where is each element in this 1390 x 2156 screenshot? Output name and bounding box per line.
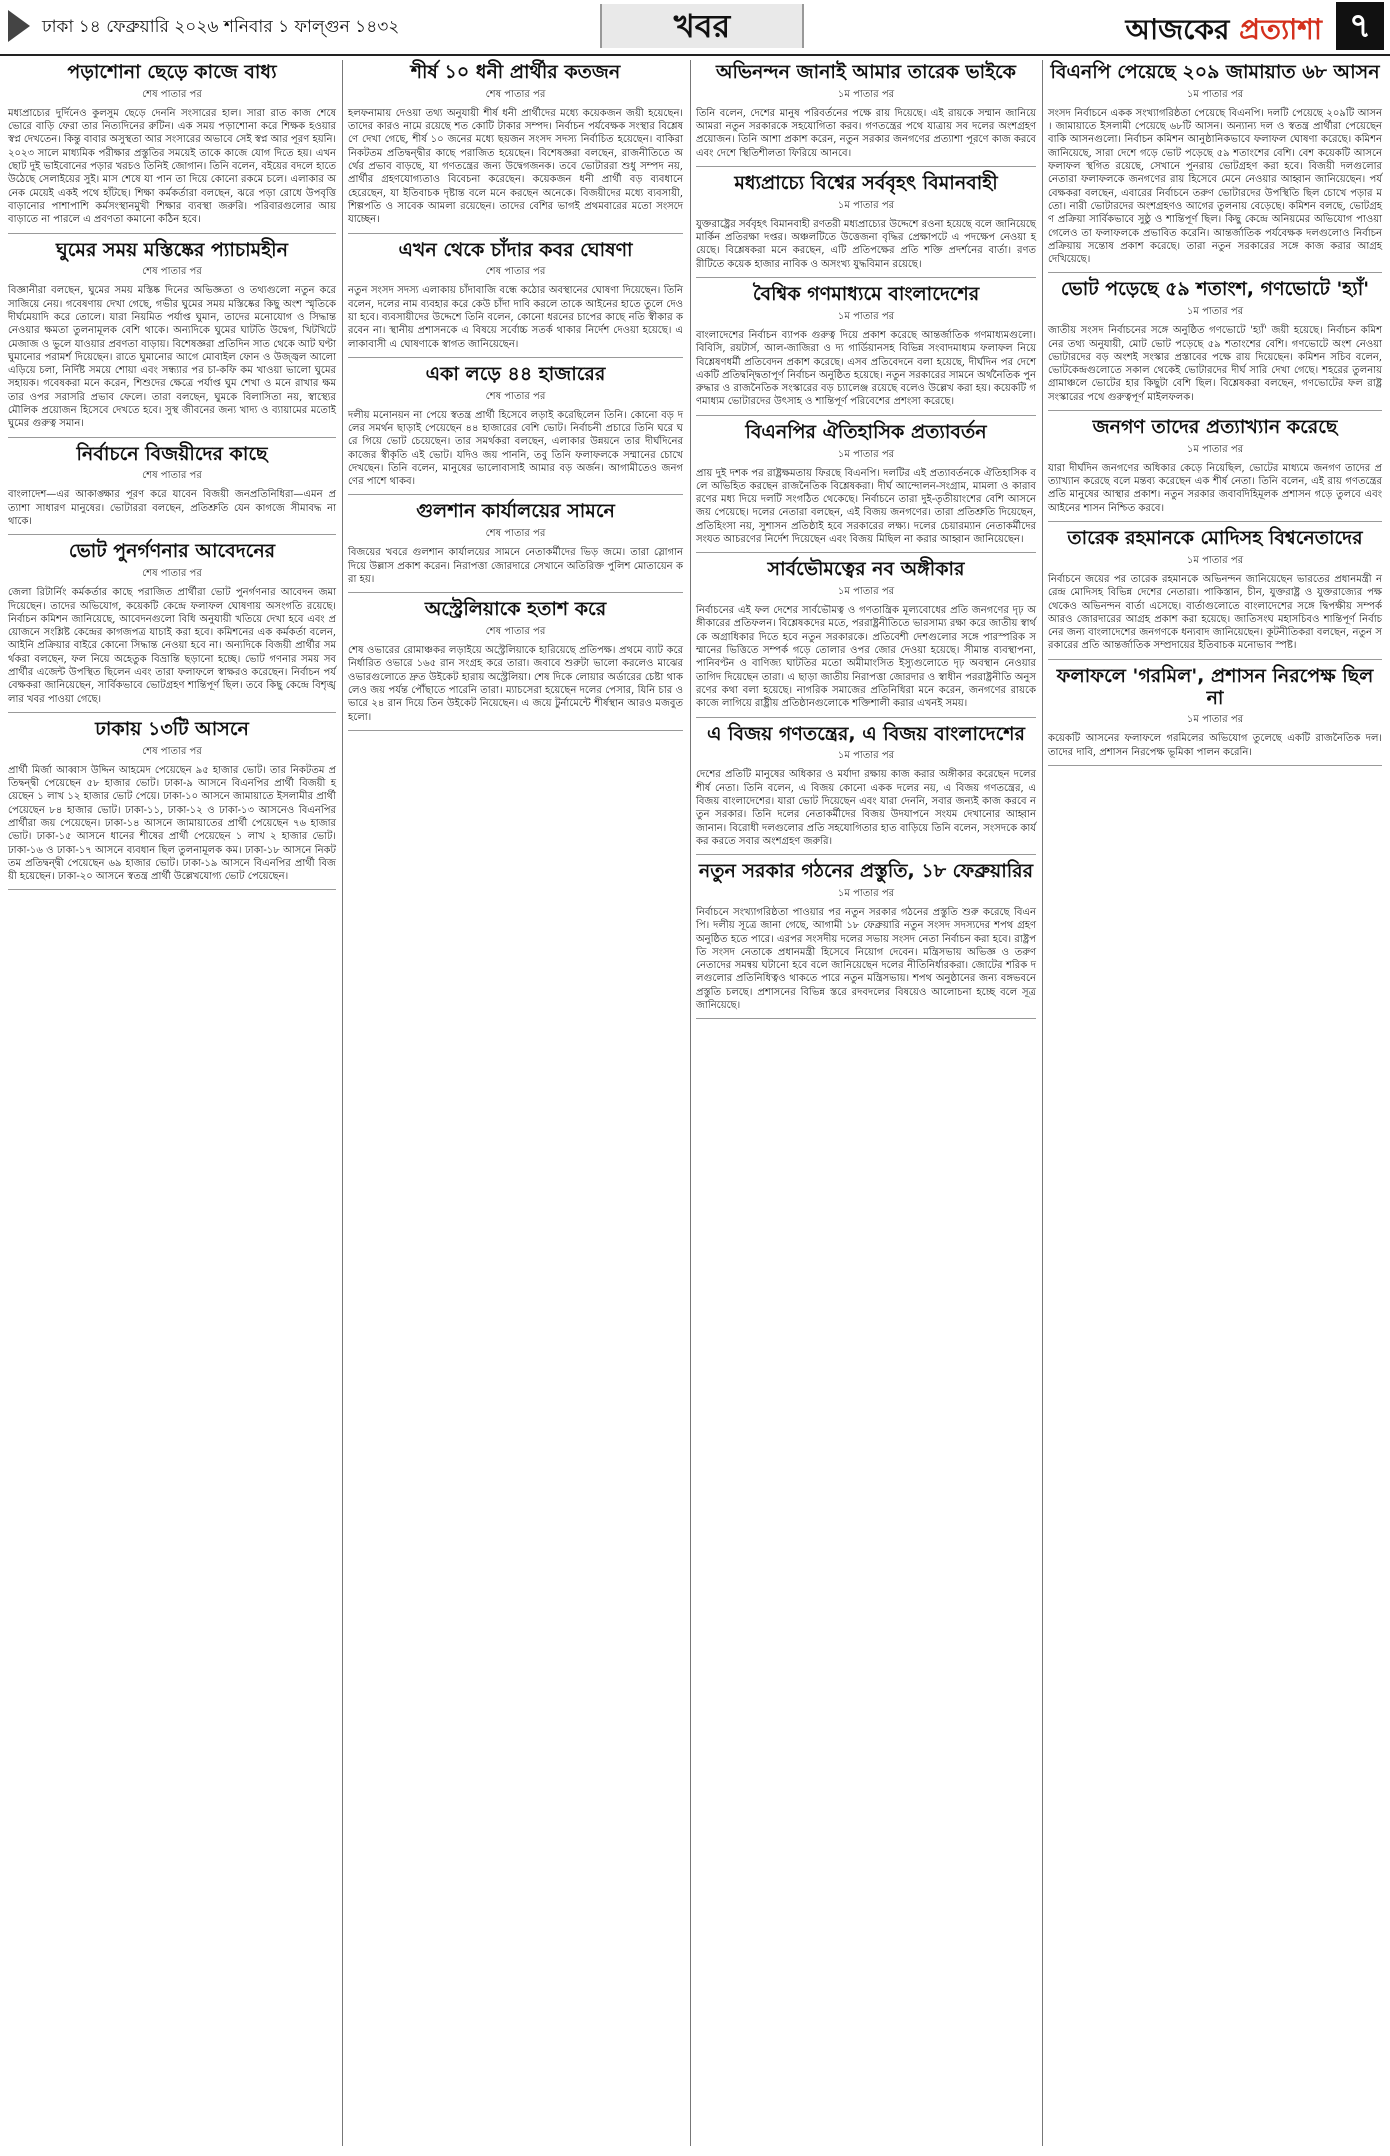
column-divider: [1042, 60, 1043, 2146]
newspaper-brand: [1125, 8, 1322, 55]
story-body: দেশের প্রতিটি মানুষের অধিকার ও মর্যাদা রক্ষায় কাজ করার অঙ্গীকার করেছেন দলের শীর্ষ নেতা। তিনি বলেন, এ বিজয় কোনো একক দলের নয়, এ বিজয় গণতন্ত্রের, এ বিজয় বাংলাদেশের। যারা ভোট দিয়েছেন এবং যারা দেননি, সবার জন্যই কাজ করবে নতুন সরকার। তিনি দলের নেতাকর্মীদের বিজয় উদযাপনে সংযম দেখানোর আহ্বান জানান। বিরোধী দলগুলোর প্রতি সহযোগিতার হাত বাড়িয়ে তিনি বলেন, সংসদকে কার্যকর করতে সবার অংশগ্রহণ জরুরি।: [696, 769, 1040, 847]
story-headline: ভোট পুনর্গণনার আবেদনের: [68, 540, 276, 563]
story-kicker: শেষ পাতার পর: [142, 745, 202, 757]
story-body: যারা দীর্ঘদিন জনগণের অধিকার কেড়ে নিয়েছিল, ভোটের মাধ্যমে জনগণ তাদের প্রত্যাখ্যান করেছে বলে মন্তব্য করেছেন এক শীর্ষ নেতা। তিনি বলেন, এই রায় গণতন্ত্রের প্রতি মানুষের আস্থার প্রকাশ। নতুন সরকার জবাবদিহিমূলক প্রশাসন গড়ে তুলবে এবং আইনের শাসন নিশ্চিত করবে।: [1048, 462, 1386, 514]
story-body: জেলা রিটার্নিং কর্মকর্তার কাছে পরাজিত প্রার্থীরা ভোট পুনর্গণনার আবেদন জমা দিয়েছেন। তাদের অভিযোগ, কয়েকটি কেন্দ্রে ফলাফল ঘোষণায় অসংগতি রয়েছে। নির্বাচন কমিশন জানিয়েছে, আবেদনগুলো বিধি অনুযায়ী খতিয়ে দেখা হবে এবং প্রয়োজনে সংশ্লিষ্ট কেন্দ্রের কাগজপত্র যাচাই করা হবে। কমিশনের এক কর্মকর্তা বলেন, আইনি প্রক্রিয়ার বাইরে কোনো সিদ্ধান্ত নেওয়া হবে না। অন্যদিকে বিজয়ী প্রার্থীর সমর্থকরা বলছেন, ফল নিয়ে অহেতুক বিভ্রান্তি ছড়ানো হচ্ছে। ভোট গণনার সময় সব প্রার্থীর এজেন্ট উপস্থিত ছিলেন এবং তারা ফলাফলে স্বাক্ষরও করেছেন। নির্বাচন পর্যবেক্ষকরা জানিয়েছেন, সার্বিকভাবে ভোটগ্রহণ শান্তিপূর্ণ ছিল। তবে কিছু কেন্দ্রে বিশৃঙ্খলার খবর পাওয়া গেছে।: [8, 587, 340, 705]
story-body: দলীয় মনোনয়ন না পেয়ে স্বতন্ত্র প্রার্থী হিসেবে লড়াই করেছিলেন তিনি। কোনো বড় দলের সমর্থন ছাড়াই পেয়েছেন ৪৪ হাজারের বেশি ভোট। নির্বাচনী প্রচারে তিনি ঘরে ঘরে গিয়ে ভোট চেয়েছেন। তার সমর্থকরা বলছেন, এলাকার উন্নয়নে তার দীর্ঘদিনের কাজের স্বীকৃতি এই ভোট। যদিও জয় পাননি, তবু তিনি ফলাফলকে সম্মানের চোখে দেখছেন। তিনি বলেন, মানুষের ভালোবাসাই আমার বড় অর্জন। আগামীতেও জনগণের পাশে থাকব।: [348, 409, 687, 488]
story-headline: ঢাকায় ১৩টি আসনে: [95, 717, 249, 740]
story-body: বাংলাদেশ—এর আকাঙ্ক্ষার পূরণ করে যাবেন বিজয়ী জনপ্রতিনিধিরা—এমন প্রত্যাশা সাধারণ মানুষের। ভোটাররা বলছেন, প্রতিশ্রুতি যেন কাগজে সীমাবদ্ধ না থাকে।: [8, 489, 340, 528]
page-header: [0, 0, 1390, 56]
column-divider: [342, 60, 343, 2146]
story: [1048, 527, 1386, 660]
story-body: প্রায় দুই দশক পর রাষ্ট্রক্ষমতায় ফিরছে বিএনপি। দলটির এই প্রত্যাবর্তনকে ঐতিহাসিক বলে অভিহিত করছেন রাজনৈতিক বিশ্লেষকরা। দীর্ঘ আন্দোলন-সংগ্রাম, মামলা ও কারাবরণের মধ্য দিয়ে দলটি সংগঠিত থেকেছে। নির্বাচনে তারা দুই-তৃতীয়াংশের বেশি আসনে জয় পেয়েছে। দলের নেতারা বলছেন, এই বিজয় জনগণের। তারা প্রতিশ্রুতি দিয়েছেন, প্রতিহিংসা নয়, সুশাসন প্রতিষ্ঠাই হবে সরকারের লক্ষ্য। দলের চেয়ারম্যান নেতাকর্মীদের সংযত আচরণের নির্দেশ দিয়েছেন এবং বিজয় মিছিল না করার আহ্বান জানিয়েছেন।: [696, 467, 1040, 546]
story-headline: এ বিজয় গণতন্ত্রের, এ বিজয় বাংলাদেশের: [707, 722, 1025, 745]
story-kicker: ১ম পাতার পর: [837, 199, 895, 211]
story: [696, 172, 1040, 278]
story-kicker: শেষ পাতার পর: [142, 88, 202, 100]
story: [8, 717, 340, 891]
story: [696, 722, 1040, 856]
story-kicker: ১ম পাতার পর: [837, 448, 895, 460]
story-body: জাতীয় সংসদ নির্বাচনের সঙ্গে অনুষ্ঠিত গণভোটে 'হ্যাঁ' জয়ী হয়েছে। নির্বাচন কমিশনের তথ্য অনুযায়ী, মোট ভোট পড়েছে ৫৯ শতাংশের বেশি। গণভোটে অংশ নেওয়া ভোটারদের বড় অংশই সংস্কার প্রস্তাবের পক্ষে রায় দিয়েছেন। কমিশন সচিব বলেন, ভোটকেন্দ্রগুলোতে সকাল থেকেই ভোটারদের দীর্ঘ সারি দেখা গেছে। শহরের তুলনায় গ্রামাঞ্চলে ভোটের হার কিছুটা বেশি ছিল। বিশ্লেষকরা বলছেন, গণভোটের ফল রাষ্ট্র সংস্কারের পথে গুরুত্বপূর্ণ মাইলফলক।: [1048, 325, 1386, 403]
story: [1048, 664, 1386, 766]
story: [696, 558, 1040, 717]
story-kicker: ১ম পাতার পর: [837, 888, 895, 899]
story-headline: বিএনপির ঐতিহাসিক প্রত্যাবর্তন: [745, 420, 987, 443]
story-body: বিজয়ের খবরে গুলশান কার্যালয়ের সামনে নেতাকর্মীদের ভিড় জমে। তারা স্লোগান দিয়ে উল্লাস প্রকাশ করেন। নিরাপত্তা জোরদারে সেখানে অতিরিক্ত পুলিশ মোতায়েন করা হয়।: [348, 547, 687, 585]
story-headline: অস্ট্রেলিয়াকে হতাশ করে: [424, 598, 607, 621]
story-headline: জনগণ তাদের প্রত্যাখ্যান করেছে: [1092, 416, 1338, 439]
story: [8, 540, 340, 713]
story-body: বিজ্ঞানীরা বলছেন, ঘুমের সময় মস্তিষ্ক দিনের অভিজ্ঞতা ও তথ্যগুলো নতুন করে সাজিয়ে নেয়। গবেষণায় দেখা গেছে, গভীর ঘুমের সময় মস্তিষ্কের কিছু অংশ স্মৃতিকে দীর্ঘমেয়াদি করে তোলে। যারা নিয়মিত পর্যাপ্ত ঘুমান, তাদের মনোযোগ ও সিদ্ধান্ত নেওয়ার ক্ষমতা তুলনামূলক বেশি থাকে। অন্যদিকে ঘুমের ঘাটতি উদ্বেগ, খিটখিটে মেজাজ ও ভুলে যাওয়ার প্রবণতা বাড়ায়। বিশেষজ্ঞরা প্রতিদিন সাত থেকে আট ঘণ্টা ঘুমানোর পরামর্শ দিয়েছেন। রাতে ঘুমানোর আগে মোবাইল ফোন ও উজ্জ্বল আলো এড়িয়ে চলা, নির্দিষ্ট সময়ে শোয়া এবং সন্ধ্যার পর চা-কফি কম খাওয়া ভালো ঘুমের সহায়ক। গবেষকরা মনে করেন, শিশুদের ক্ষেত্রে পর্যাপ্ত ঘুম শেখা ও মনে রাখার ক্ষমতার ওপর সরাসরি প্রভাব ফেলে। তারা বলছেন, ঘুমকে বিলাসিতা নয়, স্বাস্থ্যের মৌলিক প্রয়োজন হিসেবে দেখতে হবে। সুস্থ জীবনের জন্য খাদ্য ও ব্যায়ামের মতোই ঘুমের গুরুত্ব সমান।: [8, 285, 340, 430]
story-kicker: শেষ পাতার পর: [485, 626, 546, 638]
story-body: মধ্যপ্রাচ্যের দুর্দিনেও কুলসুম ছেড়ে দেননি সংসারের হাল। সারা রাত কাজ শেষে ভোরে বাড়ি ফেরা তার নিত্যদিনের রুটিন। এক সময় পড়াশোনা করে শিক্ষক হওয়ার স্বপ্ন দেখতেন। কিন্তু বাবার অসুস্থতা আর সংসারের অভাবে সেই স্বপ্ন আর পূরণ হয়নি। ২০২৩ সালে মাধ্যমিক পরীক্ষার প্রস্তুতির সময়েই তাকে কাজে যোগ দিতে হয়। এখন ছোট দুই ভাইবোনের পড়ার খরচও তিনিই জোগান। তিনি বলেন, বইয়ের বদলে হাতে উঠেছে সেলাইয়ের সুই। মাস শেষে যা পান তা দিয়ে কোনো রকমে চলে। এলাকার অনেক মেয়েই একই পথে হাঁটছে। শিক্ষা কর্মকর্তারা বলছেন, ঝরে পড়া রোধে উপবৃত্তি বাড়ানোর পাশাপাশি কর্মসংস্থানমুখী শিক্ষার ব্যবস্থা জরুরি। পরিবারগুলোর আয় বাড়াতে না পারলে এ প্রবণতা কমানো কঠিন হবে।: [8, 107, 340, 226]
story: [1048, 61, 1386, 273]
page-number: ৭: [1336, 2, 1384, 50]
story: [348, 61, 687, 234]
story-body: নতুন সংসদ সদস্য এলাকায় চাঁদাবাজি বন্ধে কঠোর অবস্থানের ঘোষণা দিয়েছেন। তিনি বলেন, দলের নাম ব্যবহার করে কেউ চাঁদা দাবি করলে তাকে আইনের হাতে তুলে দেওয়া হবে। ব্যবসায়ীদের উদ্দেশে তিনি বলেন, কোনো ধরনের চাপের কাছে নতি স্বীকার করবেন না। স্থানীয় প্রশাসনকে এ বিষয়ে সর্বোচ্চ সতর্ক থাকার নির্দেশ দেওয়া হয়েছে। এলাকাবাসী এ ঘোষণাকে স্বাগত জানিয়েছেন।: [348, 285, 687, 350]
story-headline: ফলাফলে 'গরমিল', প্রশাসন নিরপেক্ষ ছিল না: [1056, 664, 1374, 709]
story-headline: গুলশান কার্যালয়ের সামনে: [416, 500, 615, 523]
column-3: [696, 60, 1040, 2146]
story: [8, 442, 340, 536]
story-kicker: ১ম পাতার পর: [1186, 88, 1244, 100]
story-headline: ভোট পড়েছে ৫৯ শতাংশ, গণভোটে 'হ্যাঁ': [1060, 278, 1370, 301]
story-body: সংসদ নির্বাচনে একক সংখ্যাগরিষ্ঠতা পেয়েছে বিএনপি। দলটি পেয়েছে ২০৯টি আসন। জামায়াতে ইসলামী পেয়েছে ৬৮টি আসন। অন্যান্য দল ও স্বতন্ত্র প্রার্থীরা পেয়েছেন বাকি আসনগুলো। নির্বাচন কমিশন আনুষ্ঠানিকভাবে ফলাফল ঘোষণা করেছে। কমিশন জানিয়েছে, সারা দেশে গড়ে ভোট পড়েছে ৫৯ শতাংশের বেশি। বেশ কয়েকটি আসনে ফলাফল স্থগিত রয়েছে, সেখানে পুনরায় ভোটগ্রহণ করা হবে। বিজয়ী দলগুলোর নেতারা ফলাফলকে জনগণের রায় হিসেবে মেনে নেওয়ার আহ্বান জানিয়েছেন। পর্যবেক্ষকরা বলছেন, এবারের নির্বাচনে তরুণ ভোটারদের উপস্থিতি ছিল চোখে পড়ার মতো। নারী ভোটারদের অংশগ্রহণও আগের তুলনায় বেড়েছে। কমিশন বলছে, ভোটগ্রহণ প্রক্রিয়া সার্বিকভাবে সুষ্ঠু ও শান্তিপূর্ণ ছিল। কিছু কেন্দ্রে অনিয়মের অভিযোগ পাওয়া গেলেও তা ফলাফলকে প্রভাবিত করেনি। আন্তর্জাতিক পর্যবেক্ষক দলগুলোও নির্বাচন প্রক্রিয়ায় সন্তোষ প্রকাশ করেছে। তারা নতুন সরকারের সঙ্গে কাজ করার আগ্রহ দেখিয়েছে।: [1048, 107, 1386, 266]
story-body: প্রার্থী মির্জা আব্বাস উদ্দিন আহমেদ পেয়েছেন ৯৫ হাজার ভোট। তার নিকটতম প্রতিদ্বন্দ্বী পেয়েছেন ৫৮ হাজার ভোট। ঢাকা-৯ আসনে বিএনপির প্রার্থী বিজয়ী হয়েছেন ১ লাখ ১২ হাজার ভোট পেয়ে। ঢাকা-১০ আসনে জামায়াতে ইসলামীর প্রার্থী পেয়েছেন ৮৪ হাজার ভোট। ঢাকা-১১, ঢাকা-১২ ও ঢাকা-১৩ আসনেও বিএনপির প্রার্থীরা জয় পেয়েছেন। ঢাকা-১৪ আসনে জামায়াতের প্রার্থী পেয়েছেন ৭৬ হাজার ভোট। ঢাকা-১৫ আসনে ধানের শীষের প্রার্থী পেয়েছেন ১ লাখ ২ হাজার ভোট। ঢাকা-১৬ ও ঢাকা-১৭ আসনে ব্যবধান ছিল তুলনামূলক কম। ঢাকা-১৮ আসনে নিকটতম প্রতিদ্বন্দ্বী পেয়েছেন ৬৯ হাজার ভোট। ঢাকা-১৯ আসনে বিএনপির প্রার্থী বিজয়ী হয়েছেন। ঢাকা-২০ আসনে স্বতন্ত্র প্রার্থী উল্লেখযোগ্য ভোট পেয়েছেন।: [8, 764, 340, 883]
brand-part1: আজকের: [1125, 13, 1240, 46]
story-kicker: ১ম পাতার পর: [837, 750, 895, 762]
page-marker-icon: [8, 10, 30, 42]
story: [348, 500, 687, 593]
story-headline: বৈশ্বিক গণমাধ্যমে বাংলাদেশের: [752, 283, 980, 306]
story-body: তিনি বলেন, দেশের মানুষ পরিবর্তনের পক্ষে রায় দিয়েছে। এই রায়কে সম্মান জানিয়ে আমরা নতুন সরকারকে সহযোগিতা করব। গণতন্ত্রের পথে যাত্রায় সব দলের অংশগ্রহণ প্রয়োজন। তিনি আশা প্রকাশ করেন, নতুন সরকার জনগণের প্রত্যাশা পূরণে কাজ করবে এবং দেশে স্থিতিশীলতা ফিরিয়ে আনবে।: [696, 107, 1040, 159]
story-kicker: শেষ পাতার পর: [142, 568, 202, 580]
column-2: [348, 60, 687, 2146]
story-kicker: ১ম পাতার পর: [1186, 554, 1244, 566]
story-body: নির্বাচনে সংখ্যাগরিষ্ঠতা পাওয়ার পর নতুন সরকার গঠনের প্রস্তুতি শুরু করেছে বিএনপি। দলীয় সূত্রে জানা গেছে, আগামী ১৮ ফেব্রুয়ারি নতুন সংসদ সদস্যদের শপথ গ্রহণ অনুষ্ঠিত হতে পারে। এরপর সংসদীয় দলের সভায় সংসদ নেতা নির্বাচন করা হবে। রাষ্ট্রপতি সংসদ নেতাকে প্রধানমন্ত্রী হিসেবে নিয়োগ দেবেন। মন্ত্রিসভায় অভিজ্ঞ ও তরুণ নেতাদের সমন্বয় ঘটানো হবে বলে জানিয়েছেন দলের নীতিনির্ধারকরা। জোটের শরিক দলগুলোর প্রতিনিধিত্বও থাকতে পারে নতুন মন্ত্রিসভায়। শপথ অনুষ্ঠানের জন্য বঙ্গভবনে প্রস্তুতি চলছে। প্রশাসনের বিভিন্ন স্তরে রদবদলের বিষয়েও আলোচনা হচ্ছে বলে সূত্র জানিয়েছে।: [696, 907, 1040, 1012]
column-1: [8, 60, 340, 2146]
column-4: [1048, 60, 1386, 2146]
column-divider: [690, 60, 691, 2146]
story-body: বাংলাদেশের নির্বাচন ব্যাপক গুরুত্ব দিয়ে প্রকাশ করেছে আন্তর্জাতিক গণমাধ্যমগুলো। বিবিসি, রয়টার্স, আল-জাজিরা ও দ্য গার্ডিয়ানসহ বিভিন্ন সংবাদমাধ্যম ফলাফল নিয়ে বিশ্লেষণধর্মী প্রতিবেদন প্রকাশ করেছে। এসব প্রতিবেদনে বলা হয়েছে, দীর্ঘদিন পর দেশে একটি প্রতিদ্বন্দ্বিতাপূর্ণ নির্বাচন অনুষ্ঠিত হয়েছে। নতুন সরকারের সামনে অর্থনৈতিক পুনরুদ্ধার ও রাজনৈতিক সংস্কারের বড় চ্যালেঞ্জ রয়েছে বলেও উল্লেখ করা হয়। কয়েকটি গণমাধ্যম ভোটারদের উৎসাহ ও শান্তিপূর্ণ পরিবেশের প্রশংসা করেছে।: [696, 329, 1040, 408]
story-headline: তারেক রহমানকে মোদিসহ বিশ্বনেতাদের: [1067, 527, 1363, 550]
story-headline: সার্বভৌমত্বের নব অঙ্গীকার: [767, 558, 965, 581]
story: [696, 420, 1040, 554]
story-headline: নতুন সরকার গঠনের প্রস্তুতি, ১৮ ফেব্রুয়ারির: [698, 860, 1034, 883]
story: [8, 238, 340, 438]
story-kicker: শেষ পাতার পর: [142, 266, 202, 278]
story-body: যুক্তরাষ্ট্রের সর্ববৃহৎ বিমানবাহী রণতরী মধ্যপ্রাচ্যের উদ্দেশে রওনা হয়েছে বলে জানিয়েছে মার্কিন প্রতিরক্ষা দপ্তর। অঞ্চলটিতে উত্তেজনা বৃদ্ধির প্রেক্ষাপটে এ পদক্ষেপ নেওয়া হয়েছে। বিশ্লেষকরা মনে করছেন, এটি প্রতিপক্ষের প্রতি শক্তি প্রদর্শনের বার্তা। রণতরীটিতে কয়েক হাজার নাবিক ও অসংখ্য যুদ্ধবিমান রয়েছে।: [696, 218, 1040, 270]
story: [1048, 416, 1386, 522]
story: [696, 61, 1040, 167]
story: [1048, 278, 1386, 411]
story-headline: পড়াশোনা ছেড়ে কাজে বাধ্য: [67, 61, 277, 83]
story-headline: বিএনপি পেয়েছে ২০৯ জামায়াত ৬৮ আসন: [1050, 61, 1380, 83]
story: [348, 362, 687, 496]
story: [8, 61, 340, 234]
story-kicker: ১ম পাতার পর: [1186, 306, 1244, 318]
story-body: নির্বাচনে জয়ের পর তারেক রহমানকে অভিনন্দন জানিয়েছেন ভারতের প্রধানমন্ত্রী নরেন্দ্র মোদিসহ বিভিন্ন দেশের নেতারা। পাকিস্তান, চীন, যুক্তরাষ্ট্র ও যুক্তরাজ্যের পক্ষ থেকেও অভিনন্দন বার্তা এসেছে। বার্তাগুলোতে বাংলাদেশের সঙ্গে দ্বিপক্ষীয় সম্পর্ক আরও জোরদারের আগ্রহ প্রকাশ করা হয়েছে। জাতিসংঘ মহাসচিবও শান্তিপূর্ণ নির্বাচনের জন্য বাংলাদেশের জনগণকে ধন্যবাদ জানিয়েছেন। কূটনীতিকরা বলছেন, নতুন সরকারের প্রতি আন্তর্জাতিক সম্প্রদায়ের ইতিবাচক মনোভাব স্পষ্ট।: [1048, 573, 1386, 652]
story-headline: ঘুমের সময় মস্তিষ্কের প্যাচামহীন: [56, 238, 288, 261]
story-body: নির্বাচনের এই ফল দেশের সার্বভৌমত্ব ও গণতান্ত্রিক মূল্যবোধের প্রতি জনগণের দৃঢ় অঙ্গীকারের প্রতিফলন। বিশ্লেষকদের মতে, পররাষ্ট্রনীতিতে ভারসাম্য রক্ষা করে জাতীয় স্বার্থকে অগ্রাধিকার দিতে হবে নতুন সরকারকে। প্রতিবেশী দেশগুলোর সঙ্গে পারস্পরিক সম্মানের ভিত্তিতে সম্পর্ক গড়ে তোলার ওপর জোর দেওয়া হয়েছে। সীমান্ত ব্যবস্থাপনা, পানিবণ্টন ও বাণিজ্য ঘাটতির মতো অমীমাংসিত ইস্যুগুলোতে দৃঢ় অবস্থান নেওয়ার তাগিদ দিয়েছেন তারা। এ ছাড়া জাতীয় নিরাপত্তা জোরদার ও স্বাধীন পররাষ্ট্রনীতি অনুসরণের কথা বলা হয়েছে। নাগরিক সমাজের প্রতিনিধিরা মনে করেন, জনগণের রায়কে কাজে লাগিয়ে রাষ্ট্রীয় প্রতিষ্ঠানগুলোকে শক্তিশালী করার এখনই সময়।: [696, 605, 1040, 710]
section-title: খবর: [600, 4, 804, 48]
story-kicker: শেষ পাতার পর: [485, 390, 546, 402]
story-headline: মধ্যপ্রাচ্যে বিশ্বের সর্ববৃহৎ বিমানবাহী: [734, 172, 998, 195]
story: [696, 860, 1040, 1019]
story-kicker: শেষ পাতার পর: [142, 470, 202, 482]
story-body: হলফনামায় দেওয়া তথ্য অনুযায়ী শীর্ষ ধনী প্রার্থীদের মধ্যে কয়েকজন জয়ী হয়েছেন। তাদের কারও নামে রয়েছে শত কোটি টাকার সম্পদ। নির্বাচন পর্যবেক্ষক সংস্থার বিশ্লেষণে দেখা গেছে, শীর্ষ ১০ জনের মধ্যে ছয়জন সংসদ সদস্য নির্বাচিত হয়েছেন। বাকিরা নিকটতম প্রতিদ্বন্দ্বীর কাছে পরাজিত হয়েছেন। বিশেষজ্ঞরা বলছেন, রাজনীতিতে অর্থের প্রভাব বাড়ছে, যা গণতন্ত্রের জন্য উদ্বেগজনক। তবে ভোটাররা শুধু সম্পদ নয়, প্রার্থীর গ্রহণযোগ্যতাও বিবেচনা করেছেন। কয়েকজন ধনী প্রার্থী বড় ব্যবধানে হেরেছেন, যা ইতিবাচক দৃষ্টান্ত বলে মনে করছেন অনেকে। বিজয়ীদের মধ্যে ব্যবসায়ী, শিল্পপতি ও সাবেক আমলা রয়েছেন। তাদের বেশির ভাগই প্রথমবারের মতো সংসদে যাচ্ছেন।: [348, 107, 687, 226]
brand-part2: প্রত্যাশা: [1239, 13, 1322, 46]
story-kicker: শেষ পাতার পর: [485, 266, 546, 278]
story-headline: এখন থেকে চাঁদার কবর ঘোষণা: [398, 238, 633, 261]
story-kicker: শেষ পাতার পর: [485, 88, 546, 100]
story-headline: একা লড়ে ৪৪ হাজারের: [425, 362, 606, 385]
story-kicker: ১ম পাতার পর: [1186, 443, 1244, 455]
story-kicker: ১ম পাতার পর: [1186, 714, 1244, 726]
date-line: ঢাকা ১৪ ফেব্রুয়ারি ২০২৬ শনিবার ১ ফাল্গুন ১৪৩২: [42, 17, 400, 37]
story-headline: নির্বাচনে বিজয়ীদের কাছে: [76, 442, 268, 465]
story-kicker: ১ম পাতার পর: [837, 586, 895, 598]
story-kicker: ১ম পাতার পর: [837, 310, 895, 322]
story-body: কয়েকটি আসনের ফলাফলে গরমিলের অভিযোগ তুলেছে একটি রাজনৈতিক দল। তাদের দাবি, প্রশাসন নিরপেক্ষ ভূমিকা পালন করেনি।: [1048, 733, 1386, 758]
story: [348, 238, 687, 358]
story: [348, 598, 687, 731]
story-kicker: শেষ পাতার পর: [485, 528, 546, 540]
story-kicker: ১ম পাতার পর: [837, 88, 895, 100]
story-headline: অভিনন্দন জানাই আমার তারেক ভাইকে: [716, 61, 1016, 83]
story-headline: শীর্ষ ১০ ধনী প্রার্থীর কতজন: [410, 61, 621, 83]
story-body: শেষ ওভারের রোমাঞ্চকর লড়াইয়ে অস্ট্রেলিয়াকে হারিয়েছে প্রতিপক্ষ। প্রথমে ব্যাট করে নির্ধারিত ওভারে ১৬৫ রান সংগ্রহ করে তারা। জবাবে শুরুটা ভালো করলেও মাঝের ওভারগুলোতে দ্রুত উইকেট হারায় অস্ট্রেলিয়া। শেষ দিকে লোয়ার অর্ডারের চেষ্টা থাকলেও জয় পর্যন্ত পৌঁছাতে পারেনি তারা। ম্যাচসেরা হয়েছেন দলের পেসার, যিনি চার ওভারে ২৪ রান দিয়ে তিন উইকেট নিয়েছেন। এ জয়ে টুর্নামেন্টে শীর্ষস্থান আরও মজবুত হলো।: [348, 645, 687, 723]
story: [696, 283, 1040, 416]
